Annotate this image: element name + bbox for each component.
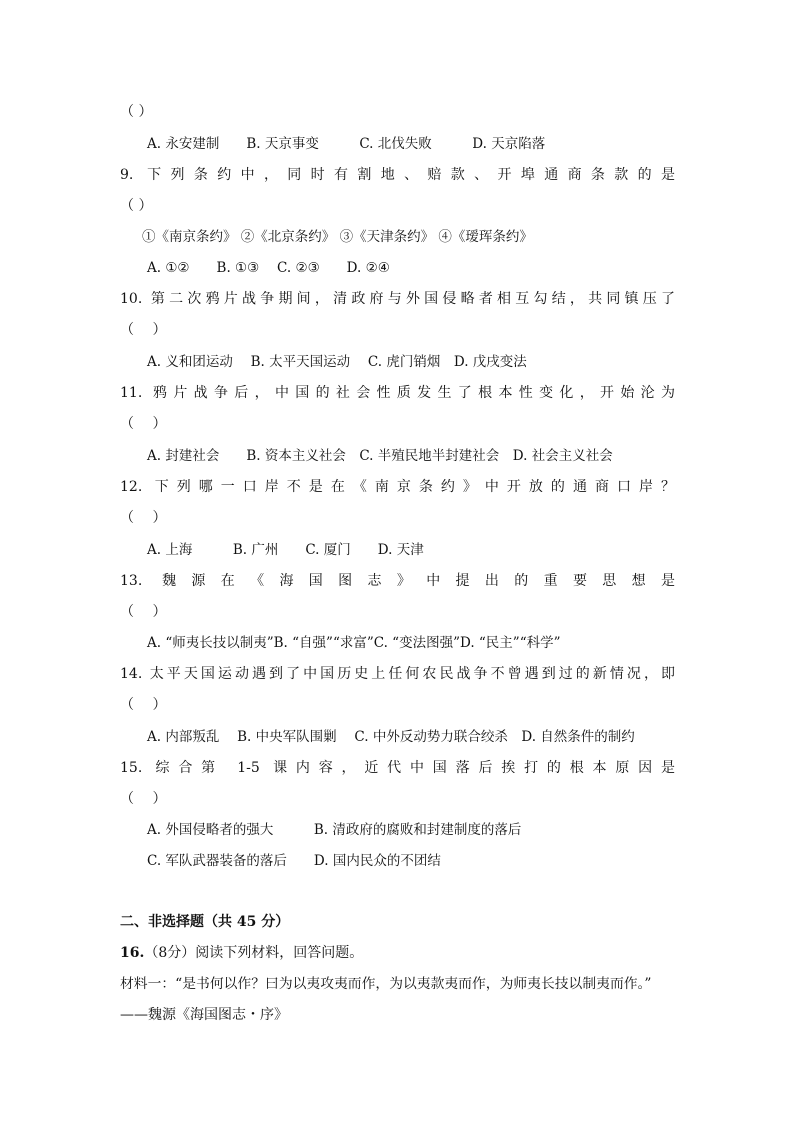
answer-paren-q15: （ ） xyxy=(120,791,167,807)
question-14: 14. 太平天国运动遇到了中国历史上任何农民战争不曾遇到过的新情况，即 xyxy=(120,666,675,682)
question-15: 15. 综合第 1-5 课内容，近代中国落后挨打的根本原因是 xyxy=(120,760,675,776)
answer-paren-q11: （ ） xyxy=(120,416,167,432)
options-q12: A. 上海 B. 广州 C. 厦门 D. 天津 xyxy=(147,542,424,558)
treaties-q9: ①《南京条约》 ②《北京条约》 ③《天津条约》 ④《瑷珲条约》 xyxy=(142,229,533,245)
answer-paren-q14: （ ） xyxy=(120,697,167,713)
question-9: 9. 下列条约中，同时有割地、赔款、开埠通商条款的是 xyxy=(120,167,675,183)
options-q13: A. “师夷长技以制夷”B. “自强”“求富”C. “变法图强”D. “民主”“科学” xyxy=(147,635,561,651)
options-q11: A. 封建社会 B. 资本主义社会 C. 半殖民地半封建社会 D. 社会主义社会 xyxy=(147,448,613,464)
question-13: 13. 魏源在《海国图志》中提出的重要思想是 xyxy=(120,573,675,589)
answer-paren-q8: （ ） xyxy=(120,104,153,120)
question-10: 10. 第二次鸦片战争期间，清政府与外国侵略者相互勾结，共同镇压了 xyxy=(120,291,675,307)
question-16-text: （8分）阅读下列材料，回答问题。 xyxy=(144,945,364,961)
question-16-number: 16. xyxy=(120,945,145,961)
question-16 xyxy=(120,943,363,963)
options-q14: A. 内部叛乱 B. 中央军队围剿 C. 中外反动势力联合绞杀 D. 自然条件的制约 xyxy=(147,729,635,745)
options-q15-cd: C. 军队武器装备的落后 D. 国内民众的不团结 xyxy=(147,853,441,869)
answer-paren-q13: （ ） xyxy=(120,604,167,620)
options-q8: A. 永安建制 B. 天京事变 C. 北伐失败 D. 天京陷落 xyxy=(147,136,546,152)
options-q9: A. ①② B. ①③ C. ②③ D. ②④ xyxy=(147,260,390,276)
options-q10: A. 义和团运动 B. 太平天国运动 C. 虎门销烟 D. 戊戌变法 xyxy=(147,354,527,370)
question-12: 12. 下列哪一口岸不是在《南京条约》中开放的通商口岸？ xyxy=(120,479,675,495)
question-11: 11. 鸦片战争后，中国的社会性质发生了根本性变化，开始沦为 xyxy=(120,385,675,401)
material-1: 材料一：“是书何以作？曰为以夷攻夷而作，为以夷款夷而作，为师夷长技以制夷而作。” xyxy=(120,976,652,992)
section-heading-2: 二、非选择题（共 45 分） xyxy=(120,914,290,930)
answer-paren-q9: （ ） xyxy=(120,198,153,214)
answer-paren-q12: （ ） xyxy=(120,510,167,526)
options-q15-ab: A. 外国侵略者的强大 B. 清政府的腐败和封建制度的落后 xyxy=(147,822,522,838)
answer-paren-q10: （ ） xyxy=(120,322,167,338)
material-1-source: ——魏源《海国图志・序》 xyxy=(120,1007,288,1023)
